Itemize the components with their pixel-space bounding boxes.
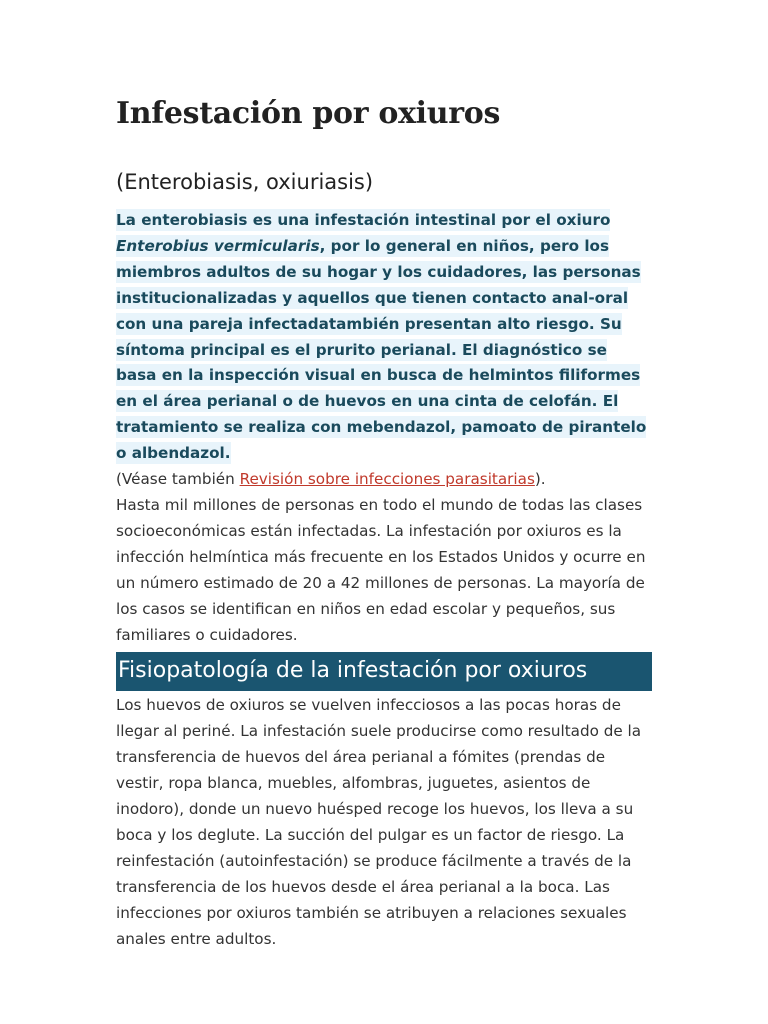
species-name: Enterobius vermicularis — [116, 236, 320, 255]
section-paragraph: Los huevos de oxiuros se vuelven infecciosos a las pocas horas de llegar al periné. La infestación suele producirse como resultado de la transferencia de huevos del área perianal a fómites (prendas de vestir, ropa blanca, muebles, alfombras, juguetes, asientos de inodoro), donde un nuevo huésped recoge los huevos, los lleva a su boca y los deglute. La succión del pulgar es un factor de riesgo. La reinfestación (autoinfestación) se produce fácilmente a través de la transferencia de los huevos desde el área perianal a la boca. Las infecciones por oxiuros también se atribuyen a relaciones sexuales anales entre adultos. — [116, 696, 642, 948]
parasitic-infections-link[interactable]: Revisión sobre infecciones parasitarias — [239, 470, 535, 489]
summary-text — [116, 209, 646, 464]
section-heading: Fisiopatología de la infestación por oxiuros — [116, 652, 652, 691]
article — [116, 88, 652, 952]
summary-part-1: La enterobiasis es una infestación intestinal por el oxiuro — [116, 211, 611, 229]
intro-paragraph: Hasta mil millones de personas en todo el mundo de todas las clases socioeconómicas están infectadas. La infestación por oxiuros es la infección helmíntica más frecuente en los Estados Unidos y ocurre en un número estimado de 20 a 42 millones de personas. La mayoría de los casos se identifican en niños en edad escolar y pequeños, sus familiares o cuidadores. — [116, 495, 646, 644]
see-also-suffix: ). — [534, 470, 546, 489]
summary-box — [116, 208, 652, 467]
page-subtitle: (Enterobiasis, oxiuriasis) — [116, 170, 374, 194]
see-also-prefix: (Véase también — [116, 470, 240, 489]
summary-part-2: , por lo general en niños, pero los miembros adultos de su hogar y los cuidadores, las personas institucionalizadas y aquellos que tienen contacto anal-oral con una pareja infectadatambién presentan alto riesgo. Su síntoma principal es el prurito perianal. El diagnóstico se basa en la inspección visual en busca de helmintos filiformes en el área perianal o de huevos en una cinta de celofán. El tratamiento se realiza con mebendazol, pamoato de pirantelo o albendazol. — [116, 236, 647, 463]
see-also-line — [116, 467, 652, 493]
page-title: Infestación por oxiuros — [116, 96, 501, 131]
